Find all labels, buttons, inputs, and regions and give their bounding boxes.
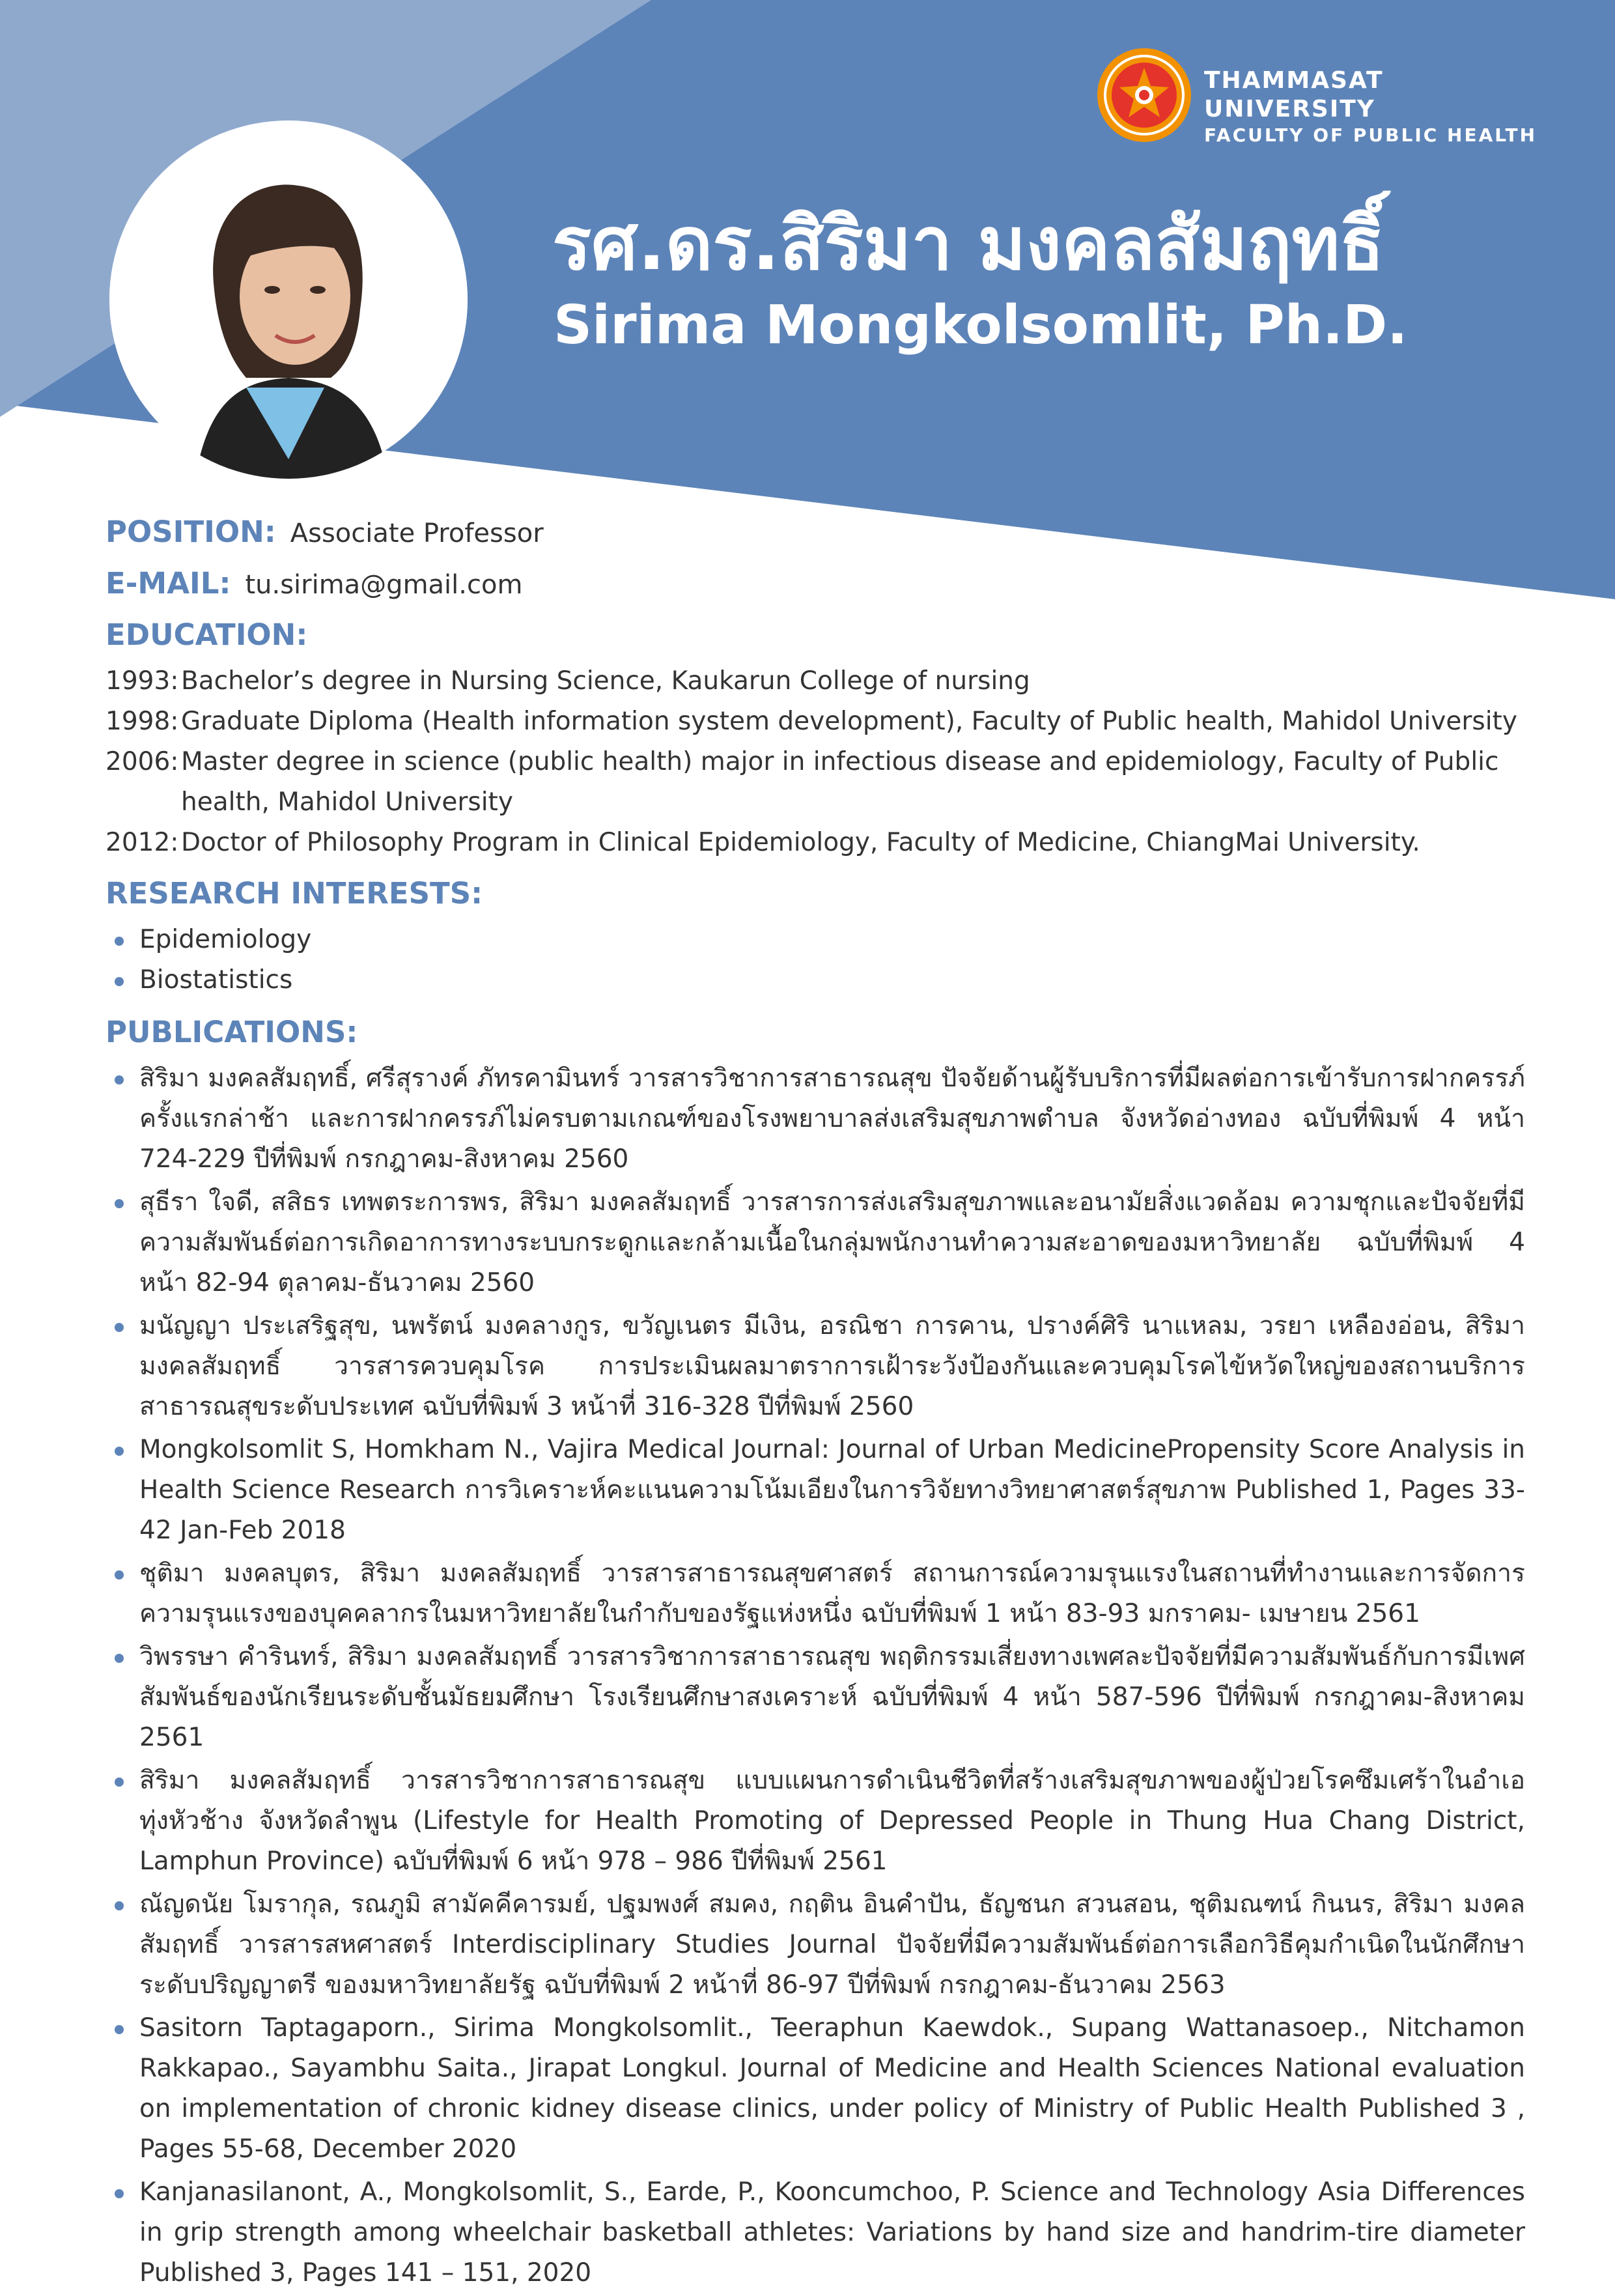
publication-text: Mongkolsomlit S, Homkham N., Vajira Medical Journal: Journal of Urban MedicinePropensity Score Analysis in Health Science Research การวิเคราะห์คะแนนความโน้มเอียงในการวิจัยทางวิทยาศาสตร์สุขภาพ Published 1, Pages 33-42 Jan-Feb 2018: [139, 1435, 1525, 1545]
bullet-icon: [115, 937, 124, 946]
position-row: [105, 515, 1525, 549]
publication-item: [105, 1306, 1525, 1427]
publication-item: [105, 1058, 1525, 1180]
research-item: [105, 960, 1525, 1000]
education-text: Graduate Diploma (Health information system development), Faculty of Public health, Mahidol University: [181, 707, 1517, 736]
education-item: [105, 823, 1525, 863]
education-year: 2006:: [105, 747, 179, 776]
education-text: Bachelor’s degree in Nursing Science, Kaukarun College of nursing: [181, 666, 1030, 696]
publication-text: สิริมา มงคลสัมฤทธิ์ วารสารวิชาการสาธารณสุข แบบแผนการดำเนินชีวิตที่สร้างเสริมสุขภาพของผู้ป่วยโรคซึมเศร้าในอำเอทุ่งหัวช้าง จังหวัดลำพูน (Lifestyle for Health Promoting of Depressed People in Thung Hua Chang District, Lamphun Province) ฉบับที่พิมพ์ 6 หน้า 978 – 986 ปีที่พิมพ์ 2561: [139, 1766, 1525, 1876]
publication-text: ชุติมา มงคลบุตร, สิริมา มงคลสัมฤทธิ์ วารสารสาธารณสุขศาสตร์ สถานการณ์ความรุนแรงในสถานที่ทำงานและการจัดการความรุนแรงของบุคคลากรในมหาวิทยาลัยในกำกับของรัฐแห่งหนึ่ง ฉบับที่พิมพ์ 1 หน้า 83-93 มกราคม- เมษายน 2561: [139, 1559, 1525, 1628]
email-label: E-MAIL:: [105, 566, 231, 601]
education-item: [105, 702, 1525, 742]
education-heading: EDUCATION:: [105, 617, 308, 652]
publication-item: [105, 1430, 1525, 1551]
bullet-icon: [115, 2189, 124, 2198]
research-heading: RESEARCH INTERESTS:: [105, 876, 483, 911]
publication-text: Kanjanasilanont, A., Mongkolsomlit, S., Earde, P., Kooncumchoo, P. Science and Technology Asia Differences in grip strength among wheelchair basketball athletes: Variations by hand size and handrim-tire diameter Published 3, Pages 141 – 151, 2020: [139, 2177, 1525, 2288]
publication-text: มนัญญา ประเสริฐสุข, นพรัตน์ มงคลางกูร, ขวัญเนตร มีเงิน, อรณิชา การคาน, ปรางค์ศิริ นาแหลม, วรยา เหลืองอ่อน, สิริมา มงคลสัมฤทธิ์ วารสารควบคุมโรค การประเมินผลมาตราการเฝ้าระวังป้องกันและควบคุมโรคไข้หวัดใหญ่ของสถานบริการสาธารณสุขระดับประเทศ ฉบับที่พิมพ์ 3 หน้าที่ 316-328 ปีที่พิมพ์ 2560: [139, 1311, 1525, 1421]
bullet-icon: [115, 1901, 124, 1910]
research-list: [105, 920, 1525, 1000]
bullet-icon: [115, 1654, 124, 1663]
university-name: THAMMASAT UNIVERSITY: [1204, 67, 1384, 122]
profile-photo-icon: [109, 120, 468, 479]
education-item: [105, 742, 1525, 823]
email-value: tu.sirima@gmail.com: [245, 570, 523, 600]
email-row: [105, 566, 1525, 601]
publication-item: [105, 1761, 1525, 1882]
publication-text: ณัญดนัย โมรากุล, รณภูมิ สามัคคีคารมย์, ปฐมพงศ์ สมคง, กฤติน อินคำปัน, ธัญชนก สวนสอน, ชุติมณฑน์ กินนร, สิริมา มงคลสัมฤทธิ์ วารสารสหศาสตร์ Interdisciplinary Studies Journal ปัจจัยที่มีความสัมพันธ์ต่อการเลือกวิธีคุมกำเนิดในนักศึกษาระดับปริญญาตรี ของมหาวิทยาลัยรัฐ ฉบับที่พิมพ์ 2 หน้าที่ 86-97 ปีที่พิมพ์ กรกฎาคม-ธันวาคม 2563: [139, 1890, 1525, 2000]
publication-text: สุธีรา ใจดี, สสิธร เทพตระการพร, สิริมา มงคลสัมฤทธิ์ วารสารการส่งเสริมสุขภาพและอนามัยสิ่งแวดล้อม ความชุกและปัจจัยที่มีความสัมพันธ์ต่อการเกิดอาการทางระบบกระดูกและกล้ามเนื้อในกลุ่มพนักงานทำความสะอาดของมหาวิทยาลัย ฉบับที่พิมพ์ 4 หน้า 82-94 ตุลาคม-ธันวาคม 2560: [139, 1187, 1525, 1297]
bullet-icon: [115, 1570, 124, 1580]
education-text: Master degree in science (public health) major in infectious disease and epidemiology, Faculty of Public health, Mahidol University: [181, 747, 1499, 817]
education-year: 1993:: [105, 666, 179, 696]
bullet-icon: [115, 1075, 124, 1084]
research-text: Epidemiology: [139, 925, 312, 954]
name-thai: รศ.ดร.สิริมา มงคลสัมฤทธิ์: [552, 202, 1384, 287]
bullet-icon: [115, 1323, 124, 1332]
publication-text: วิพรรษา คำรินทร์, สิริมา มงคลสัมฤทธิ์ วารสารวิชาการสาธารณสุข พฤติกรรมเสี่ยงทางเพศละปัจจัยที่มีความสัมพันธ์กับการมีเพศสัมพันธ์ของนักเรียนระดับชั้นมัธยมศึกษา โรงเรียนศึกษาสงเคราะห์ ฉบับที่พิมพ์ 4 หน้า 587-596 ปีที่พิมพ์ กรกฎาคม-สิงหาคม 2561: [139, 1642, 1525, 1752]
publication-item: [105, 1182, 1525, 1303]
publication-item: [105, 1553, 1525, 1634]
bullet-icon: [115, 2025, 124, 2034]
publication-item: [105, 2008, 1525, 2170]
research-item: [105, 920, 1525, 960]
publications-heading: PUBLICATIONS:: [105, 1015, 358, 1049]
position-value: Associate Professor: [290, 518, 544, 548]
bullet-icon: [115, 1199, 124, 1208]
publication-item: [105, 1637, 1525, 1758]
education-year: 2012:: [105, 828, 179, 857]
education-list: [105, 661, 1525, 863]
education-item: [105, 661, 1525, 702]
publication-item: [105, 2172, 1525, 2293]
bullet-icon: [115, 977, 124, 986]
position-label: POSITION:: [105, 515, 276, 549]
university-logo: [1096, 47, 1552, 145]
publication-text: Sasitorn Taptagaporn., Sirima Mongkolsomlit., Teeraphun Kaewdok., Supang Wattanasoep., Nitchamon Rakkapao., Sayambhu Saita., Jirapat Longkul. Journal of Medicine and Health Sciences National evaluation on implementation of chronic kidney disease clinics, under policy of Ministry of Public Health Published 3 , Pages 55-68, December 2020: [139, 2013, 1525, 2164]
profile-photo: [109, 120, 468, 479]
bullet-icon: [115, 1447, 124, 1456]
publication-item: [105, 1884, 1525, 2005]
faculty-name: FACULTY OF PUBLIC HEALTH: [1204, 124, 1538, 146]
name-english: Sirima Mongkolsomlit, Ph.D.: [554, 294, 1408, 356]
education-year: 1998:: [105, 707, 179, 736]
publication-text: สิริมา มงคลสัมฤทธิ์, ศรีสุรางค์ ภัทรคามินทร์ วารสารวิชาการสาธารณสุข ปัจจัยด้านผู้รับบริการที่มีผลต่อการเข้ารับการฝากครรภ์ครั้งแรกล่าช้า และการฝากครรภ์ไม่ครบตามเกณฑ์ของโรงพยาบาลส่งเสริมสุขภาพตำบล จังหวัดอ่างทอง ฉบับที่พิมพ์ 4 หน้า 724-229 ปีที่พิมพ์ กรกฎาคม-สิงหาคม 2560: [139, 1064, 1525, 1174]
education-text: Doctor of Philosophy Program in Clinical Epidemiology, Faculty of Medicine, ChiangMai University.: [181, 828, 1420, 857]
research-text: Biostatistics: [139, 965, 293, 995]
publications-list: [105, 1058, 1525, 2293]
bullet-icon: [115, 1778, 124, 1787]
profile-content: [105, 515, 1525, 2296]
university-seal-icon: [1096, 47, 1192, 143]
